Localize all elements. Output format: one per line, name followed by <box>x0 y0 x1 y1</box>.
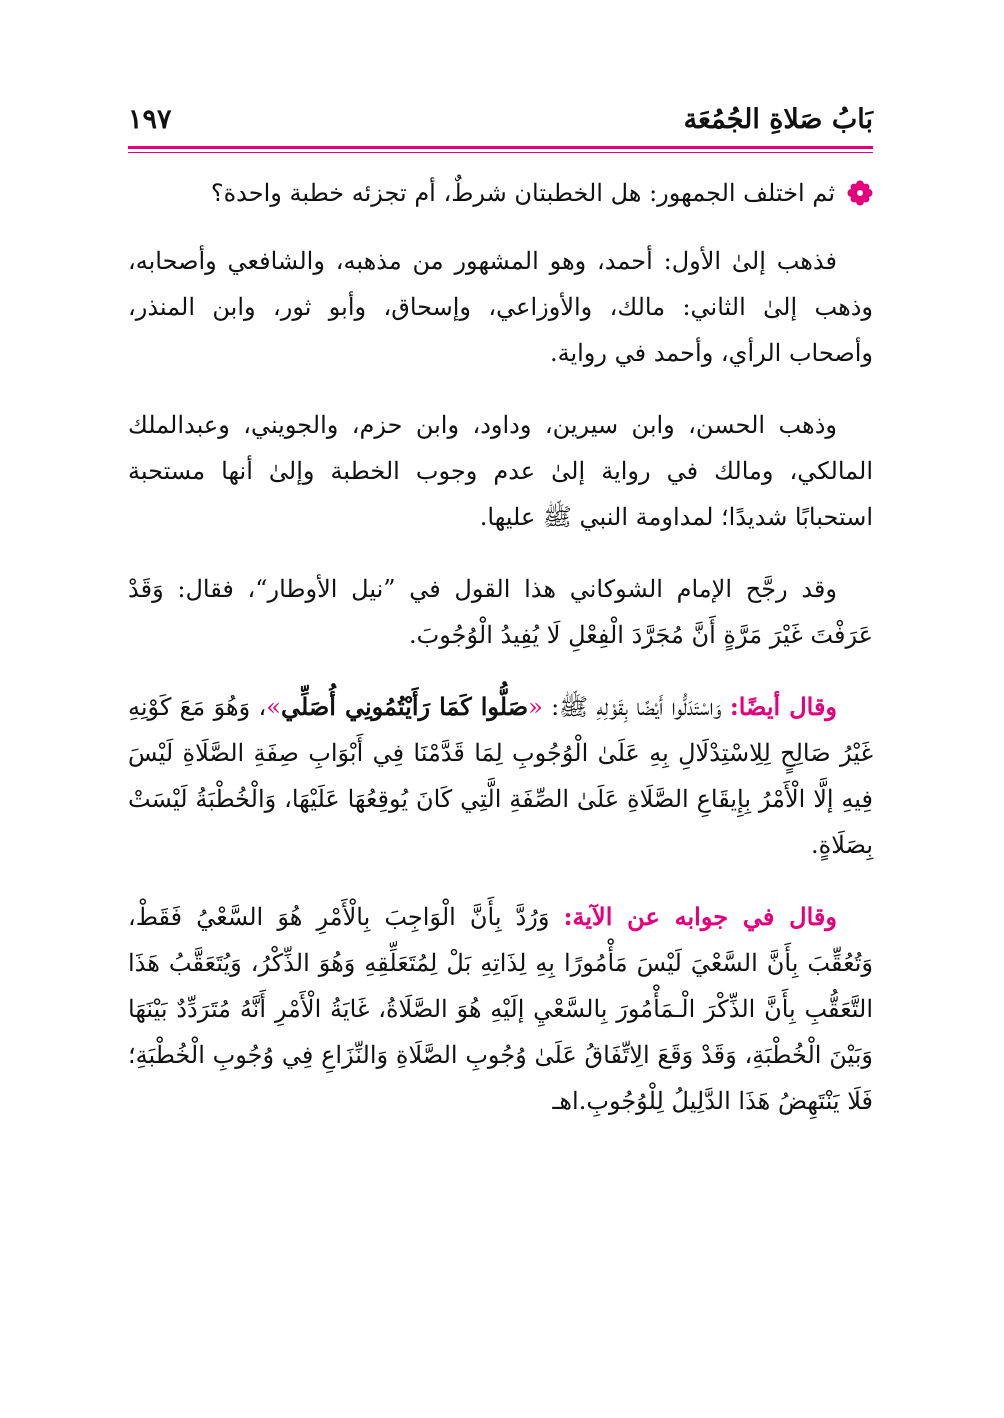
paragraph-shawkani-preference: وقد رجَّح الإمام الشوكاني هذا القول في ”نيل الأوطار“، فقال: وَقَدْ عَرَفْتَ غَيْرَ مَرَّةٍ أَنَّ مُجَرَّدَ الْفِعْلِ لَا يُفِيدُ الْوُجُوبَ. <box>128 575 873 649</box>
text-segment: ، وَهُوَ مَعَ كَوْنِهِ غَيْرُ صَالِحٍ لِلِاسْتِدْلَالِ بِهِ عَلَىٰ الْوُجُوبِ لِمَا قَدَّمْنَا فِي أَبْوَابِ صِفَةِ الصَّلَاةِ لَيْسَ فِيهِ إلَّا الْأَمْرُ بِإِيقَاعِ الصَّلَاةِ عَلَىٰ الصِّفَةِ الَّتِي كَانَ يُوقِعُهَا عَلَيْهَا، وَالْخُطْبَةُ لَيْسَتْ بِصَلَاةٍ. <box>128 693 873 859</box>
text-segment: وَرُدَّ بِأَنَّ الْوَاجِبَ بِالْأَمْرِ هُوَ السَّعْيُ فَقَطْ، وَتُعُقِّبَ بِأَنَّ السَّعْيَ لَيْسَ مَأْمُورًا بِهِ لِذَاتِهِ بَلْ لِمُتَعَلِّقِهِ وَهُوَ الذِّكْرُ، وَيُتَعَقَّبُ هَذَا التَّعَقُّبِ بِأَنَّ الذِّكْرَ الْـمَأْمُورَ بِالسَّعْيِ إلَيْهِ هُوَ الصَّلَاةُ، غَايَةُ الْأَمْرِ أَنَّهُ مُتَرَدِّدٌ بَيْنَهَا وَبَيْنَ الْخُطْبَةِ، وَقَدْ وَقَعَ الِاتِّفَاقُ عَلَىٰ وُجُوبِ الصَّلَاةِ وَالنِّزَاعِ فِي وُجُوبِ الْخُطْبَةِ؛ فَلَا يَنْتَهِضُ هَذَا الدَّلِيلُ لِلْوُجُوبِ.اهـ <box>128 903 874 1115</box>
page-body <box>128 170 873 1150</box>
lead-label-verse-answer: وقال في جوابه عن الآية: <box>563 902 837 931</box>
quote-close: » <box>266 693 281 721</box>
text-segment: وَاسْتَدَلُّوا أَيْضًا بِقَوْلِهِ ﷺ: <box>542 693 730 721</box>
lead-label-also: وقال أيضًا: <box>729 692 838 721</box>
paragraph-verse-answer <box>128 894 873 1124</box>
paragraph-shawkani-also <box>128 684 873 868</box>
header-rule-thick <box>128 146 873 149</box>
hadith-text: صَلُّوا كَمَا رَأَيْتُمُونِي أُصَلِّي <box>280 692 529 721</box>
paragraph-third-opinion: وذهب الحسن، وابن سيرين، وداود، وابن حزم، والجويني، وعبدالملك المالكي، ومالك في رواية إلىٰ عدم وجوب الخطبة وإلىٰ أنها مستحبة استحبابًا شديدًا؛ لمداومة النبي ﷺ عليها. <box>128 411 873 531</box>
paragraph-question <box>128 170 873 216</box>
paragraph-first-opinion: فذهب إلىٰ الأول: أحمد، وهو المشهور من مذهبه، والشافعي وأصحابه، وذهب إلىٰ الثاني: مالك، والأوزاعي، وإسحاق، وأبو ثور، وابن المنذر، وأصحاب الرأي، وأحمد في رواية. <box>128 247 873 367</box>
flower-ornament-icon <box>847 180 873 206</box>
page-number: ١٩٧ <box>128 104 172 135</box>
running-header <box>128 100 873 150</box>
chapter-title: بَابُ صَلاةِ الجُمُعَة <box>683 104 873 135</box>
header-rule-thin <box>128 152 873 153</box>
question-text: ثم اختلف الجمهور: هل الخطبتان شرطٌ، أم تجزئه خطبة واحدة؟ <box>210 179 835 207</box>
quote-open: « <box>528 693 543 721</box>
